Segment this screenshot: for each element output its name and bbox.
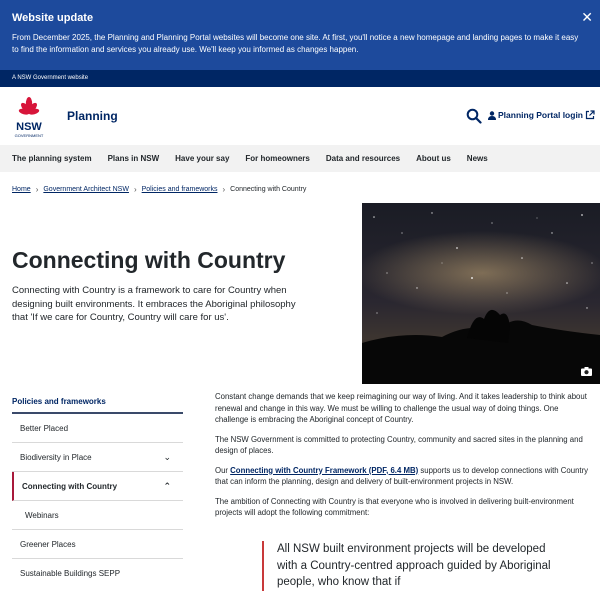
hero-image-night-sky [362,203,600,384]
side-nav-label: Biodiversity in Place [20,452,92,462]
main-nav [0,145,600,172]
text-span: supports us to develop connections with Country that can inform the planning, design and delivery of built-environment projects in NSW. [215,465,589,486]
nav-data-and-resources[interactable]: Data and resources [325,154,401,163]
text-span: Our [215,465,231,475]
side-nav-item-webinars[interactable] [12,501,183,530]
side-nav [12,393,183,588]
side-nav-item-greener-places[interactable] [12,530,183,559]
breadcrumb-home[interactable]: Home [12,186,31,193]
external-link-icon [585,110,595,120]
banner-title: Website update [12,12,94,24]
nsw-logo[interactable] [10,95,48,141]
main-content [215,391,590,527]
chevron-up-icon[interactable]: ⌃ [163,480,171,491]
portal-login-link[interactable] [488,110,595,120]
nav-plans-in-nsw[interactable]: Plans in NSW [107,154,160,163]
nav-have-your-say[interactable]: Have your say [175,154,230,163]
side-nav-label: Better Placed [20,423,69,433]
chevron-right-icon: › [35,185,39,194]
gov-bar: A NSW Government website [0,70,600,87]
site-update-banner [0,0,600,70]
nav-about-us[interactable]: About us [416,154,451,163]
nav-news[interactable]: News [466,154,488,163]
side-nav-item-biodiversity[interactable] [12,443,183,472]
nav-the-planning-system[interactable]: The planning system [12,154,92,163]
chevron-right-icon: › [222,185,226,194]
chevron-down-icon[interactable]: ⌄ [163,451,171,462]
svg-text:GOVERNMENT: GOVERNMENT [14,133,44,138]
nav-for-homeowners[interactable]: For homeowners [245,154,310,163]
breadcrumb-current: Connecting with Country [230,186,307,193]
night-sky-illustration [362,203,600,384]
site-name[interactable]: Planning [67,109,118,123]
side-nav-item-better-placed[interactable] [12,414,183,443]
side-nav-label: Greener Places [20,539,76,549]
side-nav-heading[interactable]: Policies and frameworks [12,393,183,414]
site-header [0,87,600,145]
chevron-right-icon: › [133,185,137,194]
framework-pdf-link[interactable]: Connecting with Country Framework (PDF, 6.4 MB) [230,465,419,475]
page-intro: Connecting with Country is a framework to care for Country when designing built environments. It embraces the Aboriginal philosophy that 'If we care for Country, Country will care for us'. [12,285,296,323]
banner-text: From December 2025, the Planning and Planning Portal websites will become one site. At first, you'll notice a new homepage and landing pages to make it easy to find the information and services you already use. We'll keep you informed as changes happen. [12,33,579,54]
svg-text:NSW: NSW [16,121,42,133]
content-paragraph: The ambition of Connecting with Country is that everyone who is involved in delivering built-environment projects will adopt the following commitment: [215,496,574,517]
side-nav-label: Webinars [25,510,59,520]
content-paragraph [215,465,590,488]
side-nav-item-connecting-with-country[interactable] [12,472,183,501]
breadcrumb-policies[interactable]: Policies and frameworks [141,186,218,193]
page-title: Connecting with Country [12,247,286,273]
portal-login-label: Planning Portal login [498,110,583,120]
camera-icon[interactable] [581,367,592,376]
breadcrumb-government-architect[interactable]: Government Architect NSW [43,186,129,193]
content-paragraph: Constant change demands that we keep reimagining our way of living. And it takes leadership to think about renewal and change in this way. We must be willing to challenge the usual way of doing things. One challenge is embracing the Aboriginal concept of Country. [215,392,587,424]
user-icon [488,111,496,120]
breadcrumb [12,185,306,194]
commitment-quote: All NSW built environment projects will be developed with a Country-centred approach guided by Aboriginal people, who know that if [262,541,562,591]
content-paragraph: The NSW Government is committed to protecting Country, community and sacred sites in the planning and design of places. [215,434,583,455]
side-nav-item-sustainable-buildings[interactable] [12,559,183,588]
side-nav-label: Sustainable Buildings SEPP [20,569,121,578]
search-icon[interactable] [466,108,482,124]
close-icon[interactable]: ✕ [581,9,593,25]
side-nav-label: Connecting with Country [22,481,118,491]
